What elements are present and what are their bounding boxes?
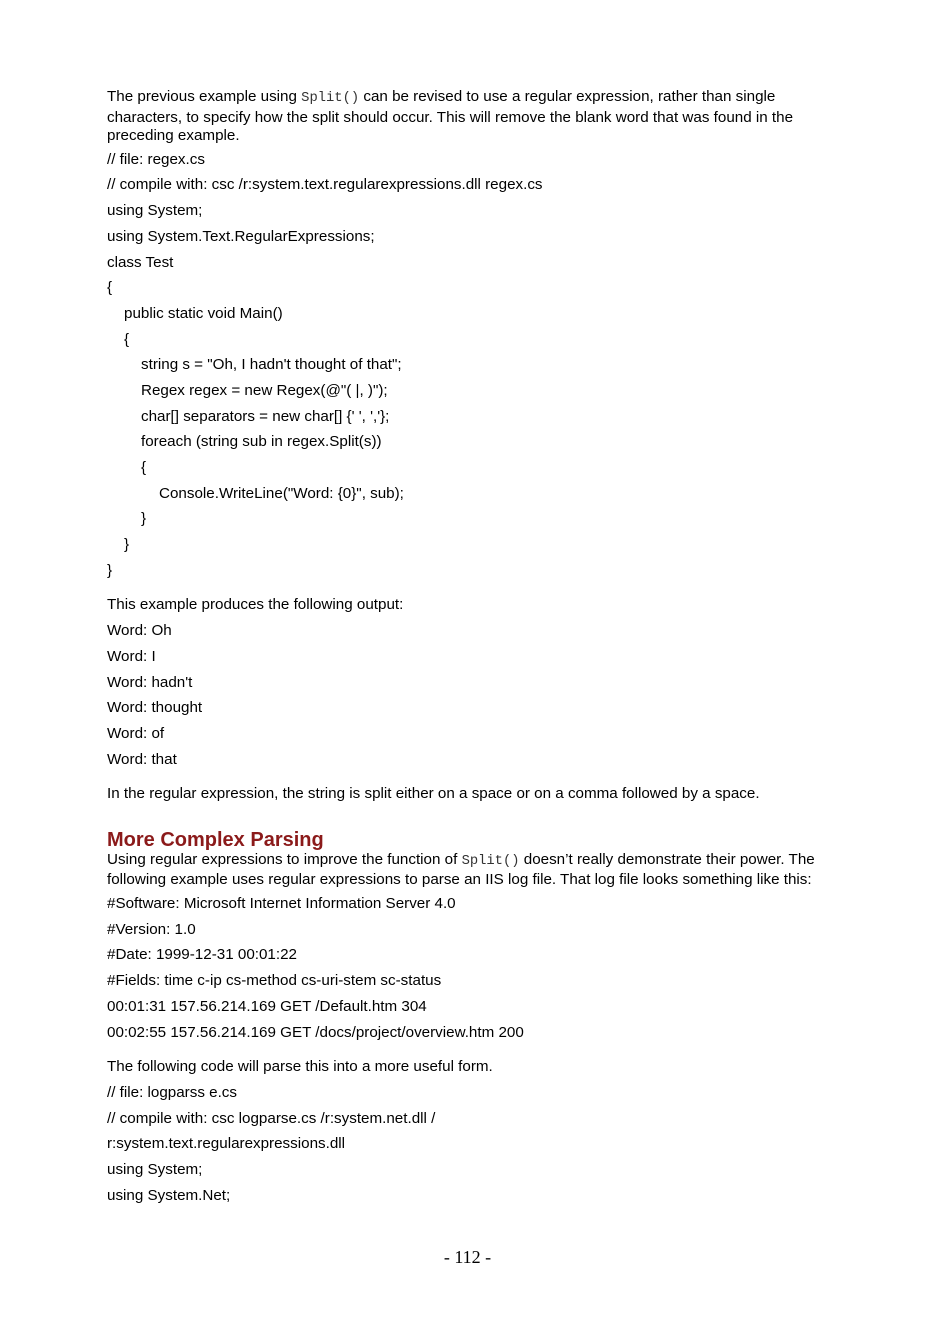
document-page xyxy=(107,88,829,1212)
log-line: #Software: Microsoft Internet Information Server 4.0 xyxy=(107,895,456,913)
code-listing-regex xyxy=(107,151,829,588)
page-number: - 112 - xyxy=(443,1247,492,1267)
code-line: using System.Net; xyxy=(107,1186,231,1204)
code-line: using System; xyxy=(107,202,203,220)
log-line: 00:01:31 157.56.214.169 GET /Default.htm 304 xyxy=(107,997,427,1015)
log-line: #Date: 1999-12-31 00:01:22 xyxy=(107,946,297,964)
section-intro-before: Using regular expressions to improve the function of xyxy=(107,850,462,868)
output-line: Word: Oh xyxy=(107,622,172,640)
code-line: public static void Main() xyxy=(124,304,283,322)
section-heading: More Complex Parsing xyxy=(107,828,324,851)
explanation-paragraph: In the regular expression, the string is split either on a space or on a comma followed by a space. xyxy=(107,785,760,803)
code-line: // compile with: csc /r:system.text.regularexpressions.dll regex.cs xyxy=(107,176,543,194)
code-line: using System.Text.RegularExpressions; xyxy=(107,227,375,245)
inline-code-split: Split() xyxy=(461,853,520,869)
log-line: #Version: 1.0 xyxy=(107,920,196,938)
output-line: Word: that xyxy=(107,750,177,768)
code-line: class Test xyxy=(107,253,174,271)
code-line: } xyxy=(124,536,130,554)
code-line: } xyxy=(141,510,147,528)
output-intro: This example produces the following output: xyxy=(107,596,404,614)
code-line: // file: regex.cs xyxy=(107,150,205,168)
code-line: { xyxy=(107,279,113,297)
output-line: Word: thought xyxy=(107,699,203,717)
log-file-listing xyxy=(107,895,829,1049)
output-line: Word: I xyxy=(107,647,156,665)
code-line: Console.WriteLine("Word: {0}", sub); xyxy=(159,484,404,502)
intro-text-before: The previous example using xyxy=(107,88,302,105)
code-line: Regex regex = new Regex(@"( |, )"); xyxy=(141,381,388,399)
code-line: foreach (string sub in regex.Split(s)) xyxy=(141,433,382,451)
code-line: { xyxy=(124,330,130,348)
code-line: // file: logparss e.cs xyxy=(107,1083,237,1101)
output-line: Word: hadn't xyxy=(107,673,193,691)
section-intro-after: doesn’t really demonstrate their power. The following example uses regular expressions to parse an IIS log file. That log file looks something like this: xyxy=(107,850,815,889)
code-line: r:system.text.regularexpressions.dll xyxy=(107,1135,346,1153)
code-listing-logparse xyxy=(107,1084,829,1212)
code2-intro: The following code will parse this into a more useful form. xyxy=(107,1058,493,1076)
intro-paragraph xyxy=(107,88,829,146)
output-line: Word: of xyxy=(107,724,165,742)
code-line: using System; xyxy=(107,1160,203,1178)
code-line: char[] separators = new char[] {' ', ','}; xyxy=(141,407,390,425)
code-line: } xyxy=(107,561,113,579)
section-intro-paragraph xyxy=(107,851,829,890)
code-line: string s = "Oh, I hadn't thought of that"; xyxy=(141,356,402,374)
code-line: { xyxy=(141,459,147,477)
code-line: // compile with: csc logparse.cs /r:system.net.dll / xyxy=(107,1109,436,1127)
log-line: #Fields: time c-ip cs-method cs-uri-stem sc-status xyxy=(107,972,442,990)
inline-code-split: Split() xyxy=(301,91,360,106)
output-listing xyxy=(107,622,829,776)
log-line: 00:02:55 157.56.214.169 GET /docs/project/overview.htm 200 xyxy=(107,1023,524,1041)
intro-text-after: can be revised to use a regular expression, rather than single characters, to specify how the split should occur. This will remove the blank word that was found in the preceding example. xyxy=(107,88,794,145)
